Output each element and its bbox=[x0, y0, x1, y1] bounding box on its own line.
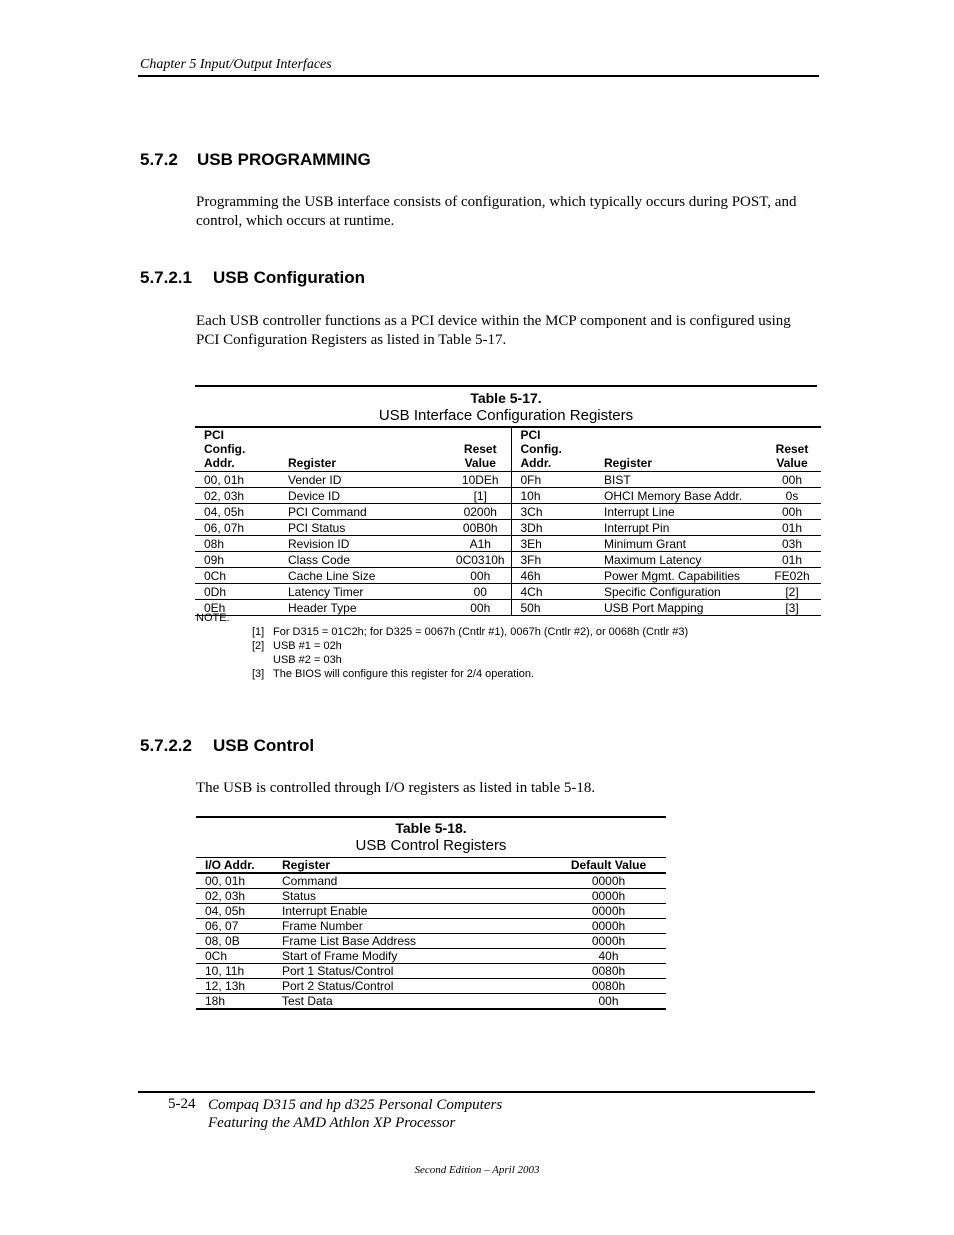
note-list bbox=[252, 625, 688, 681]
cell-register: Command bbox=[273, 873, 546, 889]
cell-addr: 12, 13h bbox=[196, 979, 273, 994]
cell-default: 0000h bbox=[546, 889, 666, 904]
cell-default: 0000h bbox=[546, 934, 666, 949]
cell-addr: 06, 07 bbox=[196, 919, 273, 934]
running-header: Chapter 5 Input/Output Interfaces bbox=[140, 57, 332, 72]
cell-addr: 3Fh bbox=[511, 552, 595, 568]
cell-reset: A1h bbox=[445, 536, 511, 552]
col-header-register: Register bbox=[279, 427, 445, 472]
note-item bbox=[252, 639, 688, 653]
table-title: Table 5-17. bbox=[470, 390, 542, 406]
note-label: NOTE: bbox=[196, 612, 230, 624]
cell-reset: 01h bbox=[758, 520, 821, 536]
table-header-row bbox=[196, 858, 666, 874]
cell-register: OHCI Memory Base Addr. bbox=[595, 488, 758, 504]
cell-register: Start of Frame Modify bbox=[273, 949, 546, 964]
col-header-addr: PCI Config. Addr. bbox=[195, 427, 279, 472]
col-header-reset: Reset Value bbox=[445, 427, 511, 472]
table-row bbox=[195, 536, 821, 552]
cell-register: Latency Timer bbox=[279, 584, 445, 600]
table-row bbox=[196, 979, 666, 994]
cell-addr: 3Dh bbox=[511, 520, 595, 536]
section-number: 5.7.2.2 bbox=[140, 736, 192, 755]
table-row bbox=[195, 504, 821, 520]
table-row bbox=[196, 949, 666, 964]
cell-addr: 10, 11h bbox=[196, 964, 273, 979]
cell-register: Minimum Grant bbox=[595, 536, 758, 552]
cell-default: 0080h bbox=[546, 979, 666, 994]
paragraph-control: The USB is controlled through I/O registers as listed in table 5-18. bbox=[196, 780, 596, 796]
table-grid bbox=[196, 857, 666, 1010]
note-text: For D315 = 01C2h; for D325 = 0067h (Cntlr #1), 0067h (Cntlr #2), or 0068h (Cntlr #3) bbox=[273, 626, 689, 638]
cell-register: Interrupt Line bbox=[595, 504, 758, 520]
cell-register: Frame List Base Address bbox=[273, 934, 546, 949]
table-top-rule bbox=[196, 816, 666, 818]
cell-default: 0080h bbox=[546, 964, 666, 979]
cell-default: 40h bbox=[546, 949, 666, 964]
edition-note: Second Edition – April 2003 bbox=[414, 1164, 540, 1176]
cell-register: Revision ID bbox=[279, 536, 445, 552]
col-header-default: Default Value bbox=[546, 858, 666, 874]
paragraph-configuration: Each USB controller functions as a PCI device within the MCP component and is configured using PCI Configuration Registers as listed in Table 5-17. bbox=[196, 313, 791, 348]
cell-register: Class Code bbox=[279, 552, 445, 568]
note-marker: [1] bbox=[252, 626, 265, 638]
footer-rule bbox=[138, 1091, 815, 1093]
table-row bbox=[195, 488, 821, 504]
table-row bbox=[196, 873, 666, 889]
table-top-rule bbox=[195, 385, 817, 387]
cell-reset: 0200h bbox=[445, 504, 511, 520]
cell-register: PCI Status bbox=[279, 520, 445, 536]
section-heading-5-7-2-2 bbox=[140, 736, 314, 756]
cell-register: USB Port Mapping bbox=[595, 600, 758, 616]
cell-addr: 09h bbox=[195, 552, 279, 568]
footer-title-line: Compaq D315 and hp d325 Personal Computers bbox=[208, 1097, 503, 1113]
table-row bbox=[196, 904, 666, 919]
cell-register: Port 1 Status/Control bbox=[273, 964, 546, 979]
section-title: USB Configuration bbox=[213, 268, 366, 287]
cell-addr: 50h bbox=[511, 600, 595, 616]
cell-default: 0000h bbox=[546, 873, 666, 889]
table-row bbox=[195, 472, 821, 488]
footer-title bbox=[208, 1096, 502, 1132]
cell-reset: FE02h bbox=[758, 568, 821, 584]
cell-reset: 10DEh bbox=[445, 472, 511, 488]
table-row bbox=[196, 919, 666, 934]
cell-register: Cache Line Size bbox=[279, 568, 445, 584]
table-row bbox=[195, 600, 821, 616]
cell-register: Specific Configuration bbox=[595, 584, 758, 600]
cell-register: Interrupt Pin bbox=[595, 520, 758, 536]
cell-register: Interrupt Enable bbox=[273, 904, 546, 919]
cell-addr: 04, 05h bbox=[195, 504, 279, 520]
section-heading-5-7-2-1 bbox=[140, 268, 365, 288]
note-text: The BIOS will configure this register for 2/4 operation. bbox=[273, 668, 535, 680]
cell-addr: 00, 01h bbox=[196, 873, 273, 889]
note-item bbox=[252, 653, 688, 667]
section-title: USB PROGRAMMING bbox=[197, 150, 371, 169]
table-row bbox=[196, 994, 666, 1010]
cell-addr: 00, 01h bbox=[195, 472, 279, 488]
cell-reset: [2] bbox=[758, 584, 821, 600]
cell-register: Status bbox=[273, 889, 546, 904]
table-row bbox=[195, 568, 821, 584]
cell-addr: 08h bbox=[195, 536, 279, 552]
col-header-addr: I/O Addr. bbox=[196, 858, 273, 874]
cell-addr: 04, 05h bbox=[196, 904, 273, 919]
cell-default: 00h bbox=[546, 994, 666, 1010]
cell-register: Test Data bbox=[273, 994, 546, 1010]
cell-reset: 01h bbox=[758, 552, 821, 568]
table-grid bbox=[195, 426, 821, 616]
cell-register: Header Type bbox=[279, 600, 445, 616]
cell-addr: 02, 03h bbox=[196, 889, 273, 904]
col-header-addr: PCI Config. Addr. bbox=[511, 427, 595, 472]
cell-addr: 02, 03h bbox=[195, 488, 279, 504]
table-subtitle: USB Interface Configuration Registers bbox=[378, 407, 634, 424]
note-marker: [2] bbox=[252, 640, 265, 652]
cell-reset: 00h bbox=[758, 472, 821, 488]
cell-addr: 18h bbox=[196, 994, 273, 1010]
cell-reset: 0C0310h bbox=[445, 552, 511, 568]
cell-addr: 0Fh bbox=[511, 472, 595, 488]
cell-register: Power Mgmt. Capabilities bbox=[595, 568, 758, 584]
table-row bbox=[195, 584, 821, 600]
section-title: USB Control bbox=[213, 736, 315, 755]
cell-register: Maximum Latency bbox=[595, 552, 758, 568]
note-text: USB #2 = 03h bbox=[273, 654, 342, 666]
section-number: 5.7.2 bbox=[140, 150, 178, 169]
cell-addr: 3Ch bbox=[511, 504, 595, 520]
note-text: USB #1 = 02h bbox=[273, 640, 342, 652]
cell-addr: 06, 07h bbox=[195, 520, 279, 536]
cell-register: Vender ID bbox=[279, 472, 445, 488]
cell-addr: 4Ch bbox=[511, 584, 595, 600]
cell-register: BIST bbox=[595, 472, 758, 488]
table-subtitle: USB Control Registers bbox=[355, 837, 507, 854]
cell-register: Frame Number bbox=[273, 919, 546, 934]
col-header-reset: Reset Value bbox=[758, 427, 821, 472]
table-row bbox=[196, 964, 666, 979]
table-row bbox=[195, 520, 821, 536]
cell-reset: 00B0h bbox=[445, 520, 511, 536]
cell-addr: 0Ch bbox=[196, 949, 273, 964]
cell-default: 0000h bbox=[546, 904, 666, 919]
header-rule bbox=[138, 75, 819, 77]
note-item bbox=[252, 667, 688, 681]
cell-register: Port 2 Status/Control bbox=[273, 979, 546, 994]
note-item bbox=[252, 625, 688, 639]
cell-reset: 00 bbox=[445, 584, 511, 600]
cell-reset: 00h bbox=[445, 568, 511, 584]
col-header-register: Register bbox=[595, 427, 758, 472]
section-number: 5.7.2.1 bbox=[140, 268, 192, 287]
cell-reset: [1] bbox=[445, 488, 511, 504]
cell-addr: 3Eh bbox=[511, 536, 595, 552]
cell-default: 0000h bbox=[546, 919, 666, 934]
section-heading-5-7-2 bbox=[140, 150, 371, 170]
table-row bbox=[195, 552, 821, 568]
cell-reset: [3] bbox=[758, 600, 821, 616]
cell-addr: 46h bbox=[511, 568, 595, 584]
cell-addr: 0Eh bbox=[195, 600, 279, 616]
table-row bbox=[196, 889, 666, 904]
cell-reset: 00h bbox=[758, 504, 821, 520]
cell-addr: 10h bbox=[511, 488, 595, 504]
cell-addr: 0Ch bbox=[195, 568, 279, 584]
cell-register: PCI Command bbox=[279, 504, 445, 520]
note-marker: [3] bbox=[252, 668, 265, 680]
footer-title-line: Featuring the AMD Athlon XP Processor bbox=[208, 1115, 456, 1131]
paragraph-programming: Programming the USB interface consists of configuration, which typically occurs during POST, and control, which occurs at runtime. bbox=[196, 194, 797, 229]
cell-reset: 03h bbox=[758, 536, 821, 552]
table-header-row bbox=[195, 427, 821, 472]
cell-addr: 08, 0B bbox=[196, 934, 273, 949]
cell-register: Device ID bbox=[279, 488, 445, 504]
table-row bbox=[196, 934, 666, 949]
page-number: 5-24 bbox=[168, 1096, 196, 1112]
cell-addr: 0Dh bbox=[195, 584, 279, 600]
cell-reset: 0s bbox=[758, 488, 821, 504]
table-title: Table 5-18. bbox=[395, 820, 467, 836]
col-header-register: Register bbox=[273, 858, 546, 874]
cell-reset: 00h bbox=[445, 600, 511, 616]
